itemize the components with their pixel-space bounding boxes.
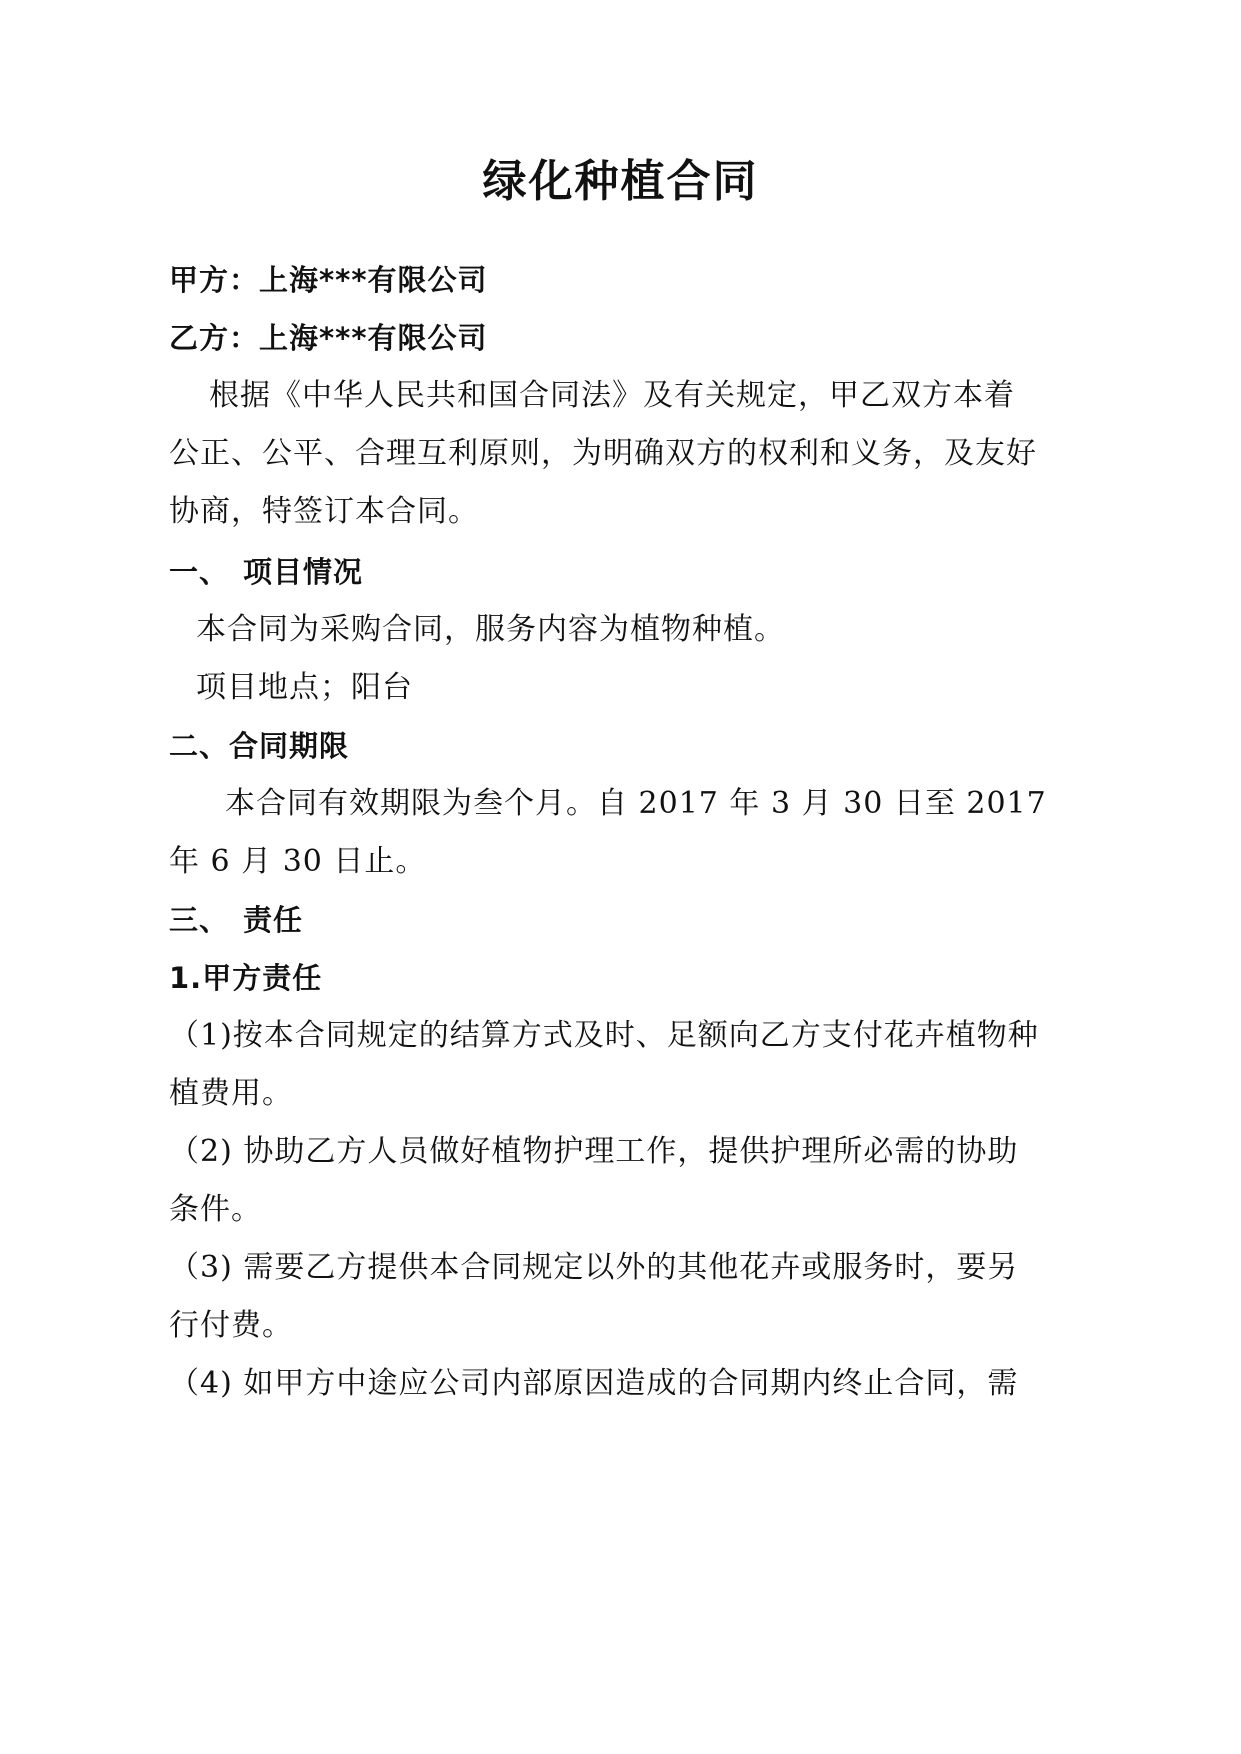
section-2-line-1: 本合同有效期限为叁个月。自 2017 年 3 月 30 日至 2017 [225,786,1047,821]
duty-item-1-line-1: （1)按本合同规定的结算方式及时、足额向乙方支付花卉植物种 [169,1018,1039,1053]
section-3-number: 三、 [169,903,230,937]
section-1-title: 项目情况 [243,555,364,589]
section-3-title: 责任 [243,903,304,937]
section-1-number: 一、 [169,555,230,589]
section-1-line-1: 本合同为采购合同，服务内容为植物种植。 [196,612,785,647]
duty-item-3-line-1: （3) 需要乙方提供本合同规定以外的其他花卉或服务时，要另 [169,1250,1019,1285]
party-b: 乙方：上海***有限公司 [169,321,488,355]
section-2-line-2: 年 6 月 30 日止。 [169,844,427,879]
section-3-subheading: 1.甲方责任 [169,961,323,995]
preamble-line-3: 协商，特签订本合同。 [169,494,479,529]
section-3-heading [169,902,303,938]
document-title: 绿化种植合同 [482,156,759,207]
duty-item-3-line-2: 行付费。 [169,1308,293,1343]
duty-item-4-line-1: （4) 如甲方中途应公司内部原因造成的合同期内终止合同，需 [169,1366,1019,1401]
section-2-heading: 二、合同期限 [169,729,350,763]
party-a: 甲方：上海***有限公司 [169,263,488,297]
duty-item-2-line-1: （2) 协助乙方人员做好植物护理工作，提供护理所必需的协助 [169,1134,1019,1169]
preamble-line-2: 公正、公平、合理互利原则，为明确双方的权利和义务，及友好 [169,436,1037,471]
duty-item-2-line-2: 条件。 [169,1192,262,1227]
duty-item-1-line-2: 植费用。 [169,1076,293,1111]
section-1-heading [169,554,363,590]
preamble-line-1: 根据《中华人民共和国合同法》及有关规定，甲乙双方本着 [209,378,1015,413]
section-1-line-2: 项目地点；阳台 [196,670,413,705]
